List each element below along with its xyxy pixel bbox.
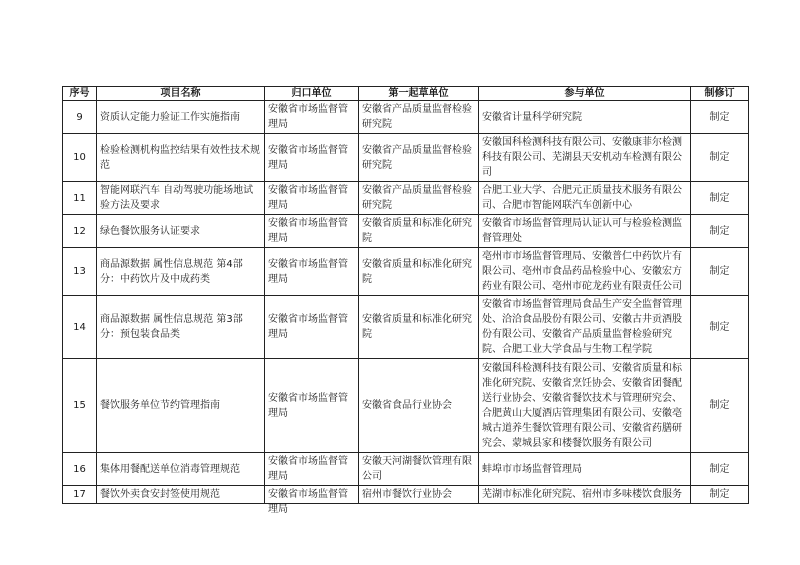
cell-drafter: 安徽天河湖餐饮管理有限公司 [359,453,479,486]
cell-dept: 安徽省市场监督管理局 [265,182,359,215]
cell-name: 集体用餐配送单位消毒管理规范 [97,453,265,486]
header-type: 制修订 [691,87,749,101]
cell-dept: 安徽省市场监督管理局 [265,101,359,134]
cell-dept: 安徽省市场监督管理局 [265,359,359,453]
cell-drafter: 安徽省产品质量监督检验研究院 [359,134,479,182]
cell-name: 商品源数据 属性信息规范 第3部分：预包装食品类 [97,296,265,359]
table-row [63,248,749,296]
cell-type: 制定 [691,248,749,296]
cell-type: 制定 [691,296,749,359]
header-dept: 归口单位 [265,87,359,101]
cell-dept: 安徽省市场监督管理局 [265,453,359,486]
cell-name: 绿色餐饮服务认证要求 [97,215,265,248]
cell-participants: 安徽省计量科学研究院 [479,101,691,134]
cell-type: 制定 [691,101,749,134]
header-name: 项目名称 [97,87,265,101]
cell-seq: 13 [63,248,97,296]
cell-participants: 蚌埠市市场监督管理局 [479,453,691,486]
cell-seq: 14 [63,296,97,359]
cell-seq: 9 [63,101,97,134]
cell-drafter: 宿州市餐饮行业协会 [359,486,479,504]
table-header-row [63,87,749,101]
table-row [63,453,749,486]
cell-type: 制定 [691,215,749,248]
cell-dept-text: 安徽省市场监督管理局 [268,489,348,515]
cell-name: 检验检测机构监控结果有效性技术规范 [97,134,265,182]
cell-dept: 安徽省市场监督管理局 [265,248,359,296]
table-row [63,134,749,182]
cell-type: 制定 [691,486,749,504]
table-row [63,101,749,134]
cell-participants: 安徽省市场监督管理局食品生产安全监督管理处、洽洽食品股份有限公司、安徽古井贡酒股份有限公司、安徽省产品质量监督检验研究院、合肥工业大学食品与生物工程学院 [479,296,691,359]
cell-seq: 17 [63,486,97,504]
cell-name: 资质认定能力验证工作实施指南 [97,101,265,134]
cell-participants: 安徽省市场监督管理局认证认可与检验检测监督管理处 [479,215,691,248]
cell-name: 智能网联汽车 自动驾驶功能场地试验方法及要求 [97,182,265,215]
cell-participants: 合肥工业大学、合肥元正质量技术服务有限公司、合肥市智能网联汽车创新中心 [479,182,691,215]
cell-name: 商品源数据 属性信息规范 第4部分：中药饮片及中成药类 [97,248,265,296]
cell-type: 制定 [691,182,749,215]
cell-drafter: 安徽省食品行业协会 [359,359,479,453]
standards-table [62,86,749,515]
cell-dept: 安徽省市场监督管理局 [265,215,359,248]
cell-participants: 安徽国科检测科技有限公司、安徽康菲尔检测科技有限公司、芜湖县天安机动车检测有限公司 [479,134,691,182]
cell-dept: 安徽省市场监督管理局 [265,134,359,182]
header-participants: 参与单位 [479,87,691,101]
cell-drafter: 安徽省质量和标准化研究院 [359,248,479,296]
table-row [63,182,749,215]
header-seq: 序号 [63,87,97,101]
header-drafter: 第一起草单位 [359,87,479,101]
cell-name: 餐饮外卖食安封签使用规范 [97,486,265,504]
table-row [63,486,749,504]
cell-drafter: 安徽省质量和标准化研究院 [359,215,479,248]
cell-participants: 亳州市市场监督管理局、安徽普仁中药饮片有限公司、亳州市食品药品检验中心、安徽宏方药业有限公司、亳州市砣龙药业有限责任公司 [479,248,691,296]
table-row [63,215,749,248]
table-row [63,359,749,453]
cell-type: 制定 [691,359,749,453]
cell-seq: 11 [63,182,97,215]
cell-seq: 10 [63,134,97,182]
table-row [63,296,749,359]
cell-seq: 16 [63,453,97,486]
cell-dept [265,486,359,515]
cell-type: 制定 [691,134,749,182]
cell-seq: 15 [63,359,97,453]
cell-seq: 12 [63,215,97,248]
cell-drafter: 安徽省质量和标准化研究院 [359,296,479,359]
cell-dept: 安徽省市场监督管理局 [265,296,359,359]
cell-participants: 芜湖市标准化研究院、宿州市多味楼饮食服务 [479,486,691,504]
cell-name: 餐饮服务单位节约管理指南 [97,359,265,453]
cell-drafter: 安徽省产品质量监督检验研究院 [359,101,479,134]
cell-participants: 安徽国科检测科技有限公司、安徽省质量和标准化研究院、安徽省烹饪协会、安徽省团餐配送行业协会、安徽省餐饮技术与管理研究会、合肥黄山大厦酒店管理集团有限公司、安徽亳城古道养生餐饮管理有限公司、安徽省药膳研究会、蒙城县家和楼餐饮服务有限公司 [479,359,691,453]
cell-drafter: 安徽省产品质量监督检验研究院 [359,182,479,215]
cell-type: 制定 [691,453,749,486]
